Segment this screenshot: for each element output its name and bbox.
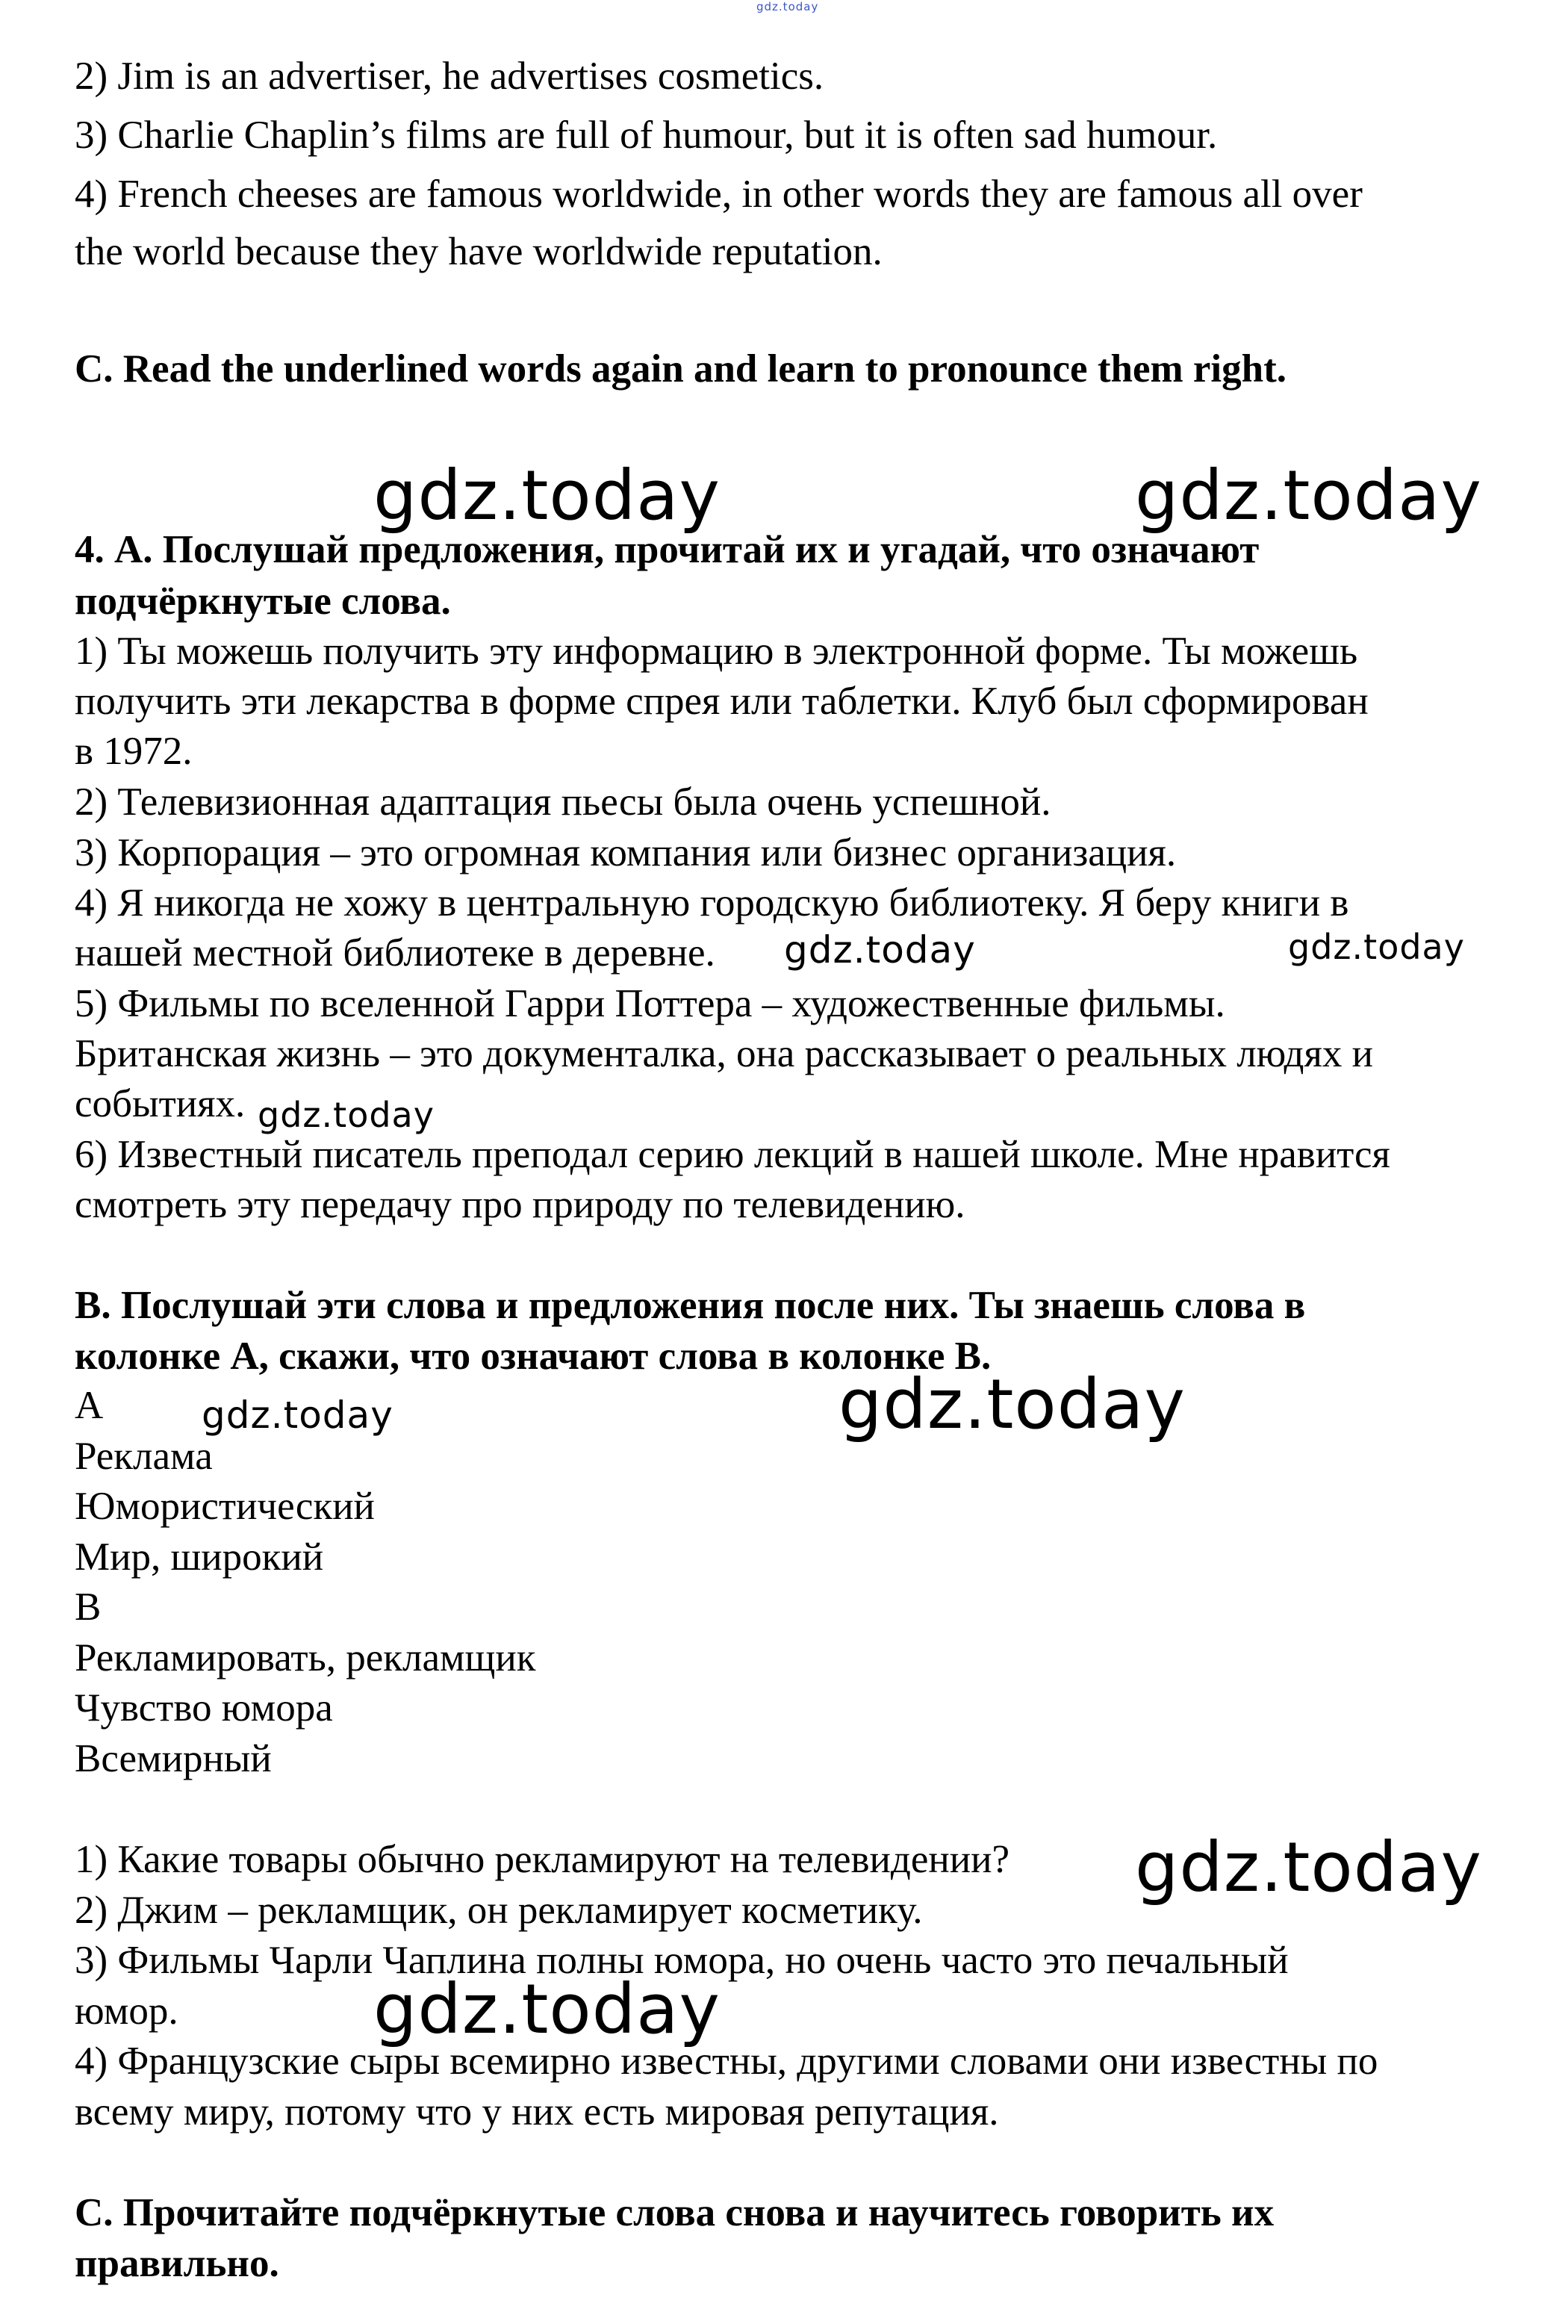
watermark: gdz.today <box>258 1095 435 1135</box>
column-b-word: Всемирный <box>75 1737 272 1780</box>
task4-line: 4) Я никогда не хожу в центральную городскую библиотеку. Я беру книги в <box>75 881 1349 925</box>
task-c-ru-heading-line2: правильно. <box>75 2242 279 2285</box>
column-a-word: Мир, широкий <box>75 1535 324 1579</box>
watermark: gdz.today <box>1135 1827 1482 1907</box>
task-b-sentence: 3) Фильмы Чарли Чаплина полны юмора, но очень часто это печальный <box>75 1939 1289 1982</box>
task4-line: смотреть эту передачу про природу по телевидению. <box>75 1183 965 1226</box>
en-sentence-4-line2: the world because they have worldwide reputation. <box>75 230 883 273</box>
task4-heading-line1: 4. А. Послушай предложения, прочитай их и угадай, что означают <box>75 528 1260 571</box>
task-b-sentence: 1) Какие товары обычно рекламируют на телевидении? <box>75 1838 1010 1881</box>
watermark: gdz.today <box>202 1394 393 1437</box>
task4-line: Британская жизнь – это документалка, она рассказывает о реальных людях и <box>75 1032 1374 1075</box>
en-task-c-heading: C. Read the underlined words again and learn to pronounce them right. <box>75 347 1287 391</box>
task4-line: нашей местной библиотеке в деревне. <box>75 931 715 975</box>
task-b-sentence: всему миру, потому что у них есть мировая репутация. <box>75 2090 999 2134</box>
column-b-word: Чувство юмора <box>75 1686 333 1730</box>
task-b-sentence: 2) Джим – рекламщик, он рекламирует косметику. <box>75 1889 923 1932</box>
task-b-heading-line1: В. Послушай эти слова и предложения после них. Ты знаешь слова в <box>75 1284 1306 1327</box>
task4-line: 5) Фильмы по вселенной Гарри Поттера – художественные фильмы. <box>75 982 1225 1025</box>
watermark: gdz.today <box>1135 456 1482 535</box>
column-a-word: Реклама <box>75 1435 213 1478</box>
task4-line: 3) Корпорация – это огромная компания или бизнес организация. <box>75 831 1177 874</box>
watermark: gdz.today <box>784 928 976 972</box>
task4-line: 2) Телевизионная адаптация пьесы была очень успешной. <box>75 780 1051 824</box>
watermark: gdz.today <box>373 1969 721 2049</box>
task4-line: получить эти лекарства в форме спрея или таблетки. Клуб был сформирован <box>75 680 1369 723</box>
column-a-label: А <box>75 1384 104 1427</box>
task-b-sentence: юмор. <box>75 1989 178 2033</box>
task-c-ru-heading-line1: С. Прочитайте подчёркнутые слова снова и научитесь говорить их <box>75 2191 1275 2234</box>
column-b-label: В <box>75 1585 102 1629</box>
task4-heading-line2: подчёркнутые слова. <box>75 580 451 623</box>
task-b-sentence: 4) Французские сыры всемирно известны, другими словами они известны по <box>75 2039 1378 2083</box>
watermark: gdz.today <box>839 1364 1186 1444</box>
task4-line: 1) Ты можешь получить эту информацию в электронной форме. Ты можешь <box>75 630 1358 673</box>
en-sentence-2: 2) Jim is an advertiser, he advertises cosmetics. <box>75 55 824 98</box>
column-b-word: Рекламировать, рекламщик <box>75 1636 536 1680</box>
column-a-word: Юмористический <box>75 1485 375 1528</box>
en-sentence-4-line1: 4) French cheeses are famous worldwide, in other words they are famous all over <box>75 173 1363 216</box>
watermark: gdz.today <box>1288 927 1465 967</box>
en-sentence-3: 3) Charlie Chaplin’s films are full of humour, but it is often sad humour. <box>75 114 1218 157</box>
task4-line: событиях. <box>75 1082 246 1125</box>
task4-line: в 1972. <box>75 730 193 773</box>
watermark: gdz.today <box>373 456 721 535</box>
header-watermark: gdz.today <box>756 0 819 13</box>
task4-line: 6) Известный писатель преподал серию лекций в нашей школе. Мне нравится <box>75 1133 1390 1176</box>
task-b-heading-line2: колонке А, скажи, что означают слова в колонке В. <box>75 1335 992 1378</box>
